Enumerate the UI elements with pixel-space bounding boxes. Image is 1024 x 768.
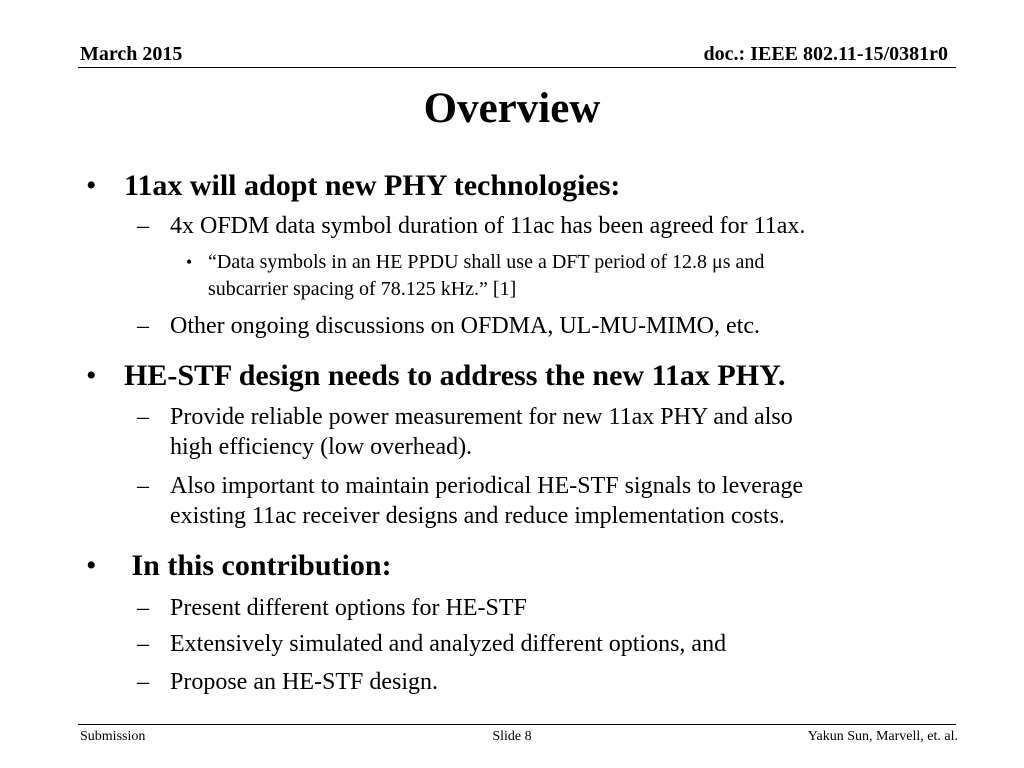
sub-bullet-periodical-line-1: Also important to maintain periodical HE-STF signals to leverage — [170, 473, 804, 499]
bullet-marker: • — [186, 252, 193, 272]
dash-marker: – — [137, 631, 149, 657]
sub-bullet-ongoing-discussions: Other ongoing discussions on OFDMA, UL-MU-MIMO, etc. — [170, 313, 760, 339]
sub-bullet-periodical-line-2: existing 11ac receiver designs and reduce implementation costs. — [170, 503, 785, 529]
sub-bullet-power-measurement-line-1: Provide reliable power measurement for new 11ax PHY and also — [170, 404, 793, 430]
dash-marker: – — [137, 313, 149, 339]
bullet-marker: • — [86, 359, 97, 392]
sub-bullet-present-options: Present different options for HE-STF — [170, 595, 527, 621]
header-doc-id: doc.: IEEE 802.11-15/0381r0 — [703, 43, 948, 65]
quote-line-1: “Data symbols in an HE PPDU shall use a DFT period of 12.8 μs and — [208, 251, 765, 273]
footer-submission: Submission — [80, 729, 146, 744]
dash-marker: – — [137, 669, 149, 695]
header-date: March 2015 — [80, 43, 183, 65]
quote-line-2: subcarrier spacing of 78.125 kHz.” [1] — [208, 278, 517, 300]
footer-divider — [78, 724, 956, 725]
sub-bullet-simulated-analyzed: Extensively simulated and analyzed different options, and — [170, 631, 727, 657]
footer-slide-number: Slide 8 — [492, 729, 532, 744]
dash-marker: – — [137, 473, 149, 499]
sub-bullet-ofdm-symbol: 4x OFDM data symbol duration of 11ac has been agreed for 11ax. — [170, 213, 806, 239]
bullet-adopt-phy: 11ax will adopt new PHY technologies: — [124, 169, 621, 202]
bullet-marker: • — [86, 169, 97, 202]
bullet-in-this-contribution: In this contribution: — [124, 549, 392, 582]
dash-marker: – — [137, 595, 149, 621]
sub-bullet-power-measurement-line-2: high efficiency (low overhead). — [170, 434, 473, 460]
slide-title: Overview — [423, 85, 601, 132]
bullet-marker: • — [86, 549, 97, 582]
footer-authors: Yakun Sun, Marvell, et. al. — [807, 729, 958, 744]
bullet-he-stf-design: HE-STF design needs to address the new 11ax PHY. — [124, 359, 786, 392]
dash-marker: – — [137, 213, 149, 239]
sub-bullet-propose-design: Propose an HE-STF design. — [170, 669, 438, 695]
dash-marker: – — [137, 404, 149, 430]
